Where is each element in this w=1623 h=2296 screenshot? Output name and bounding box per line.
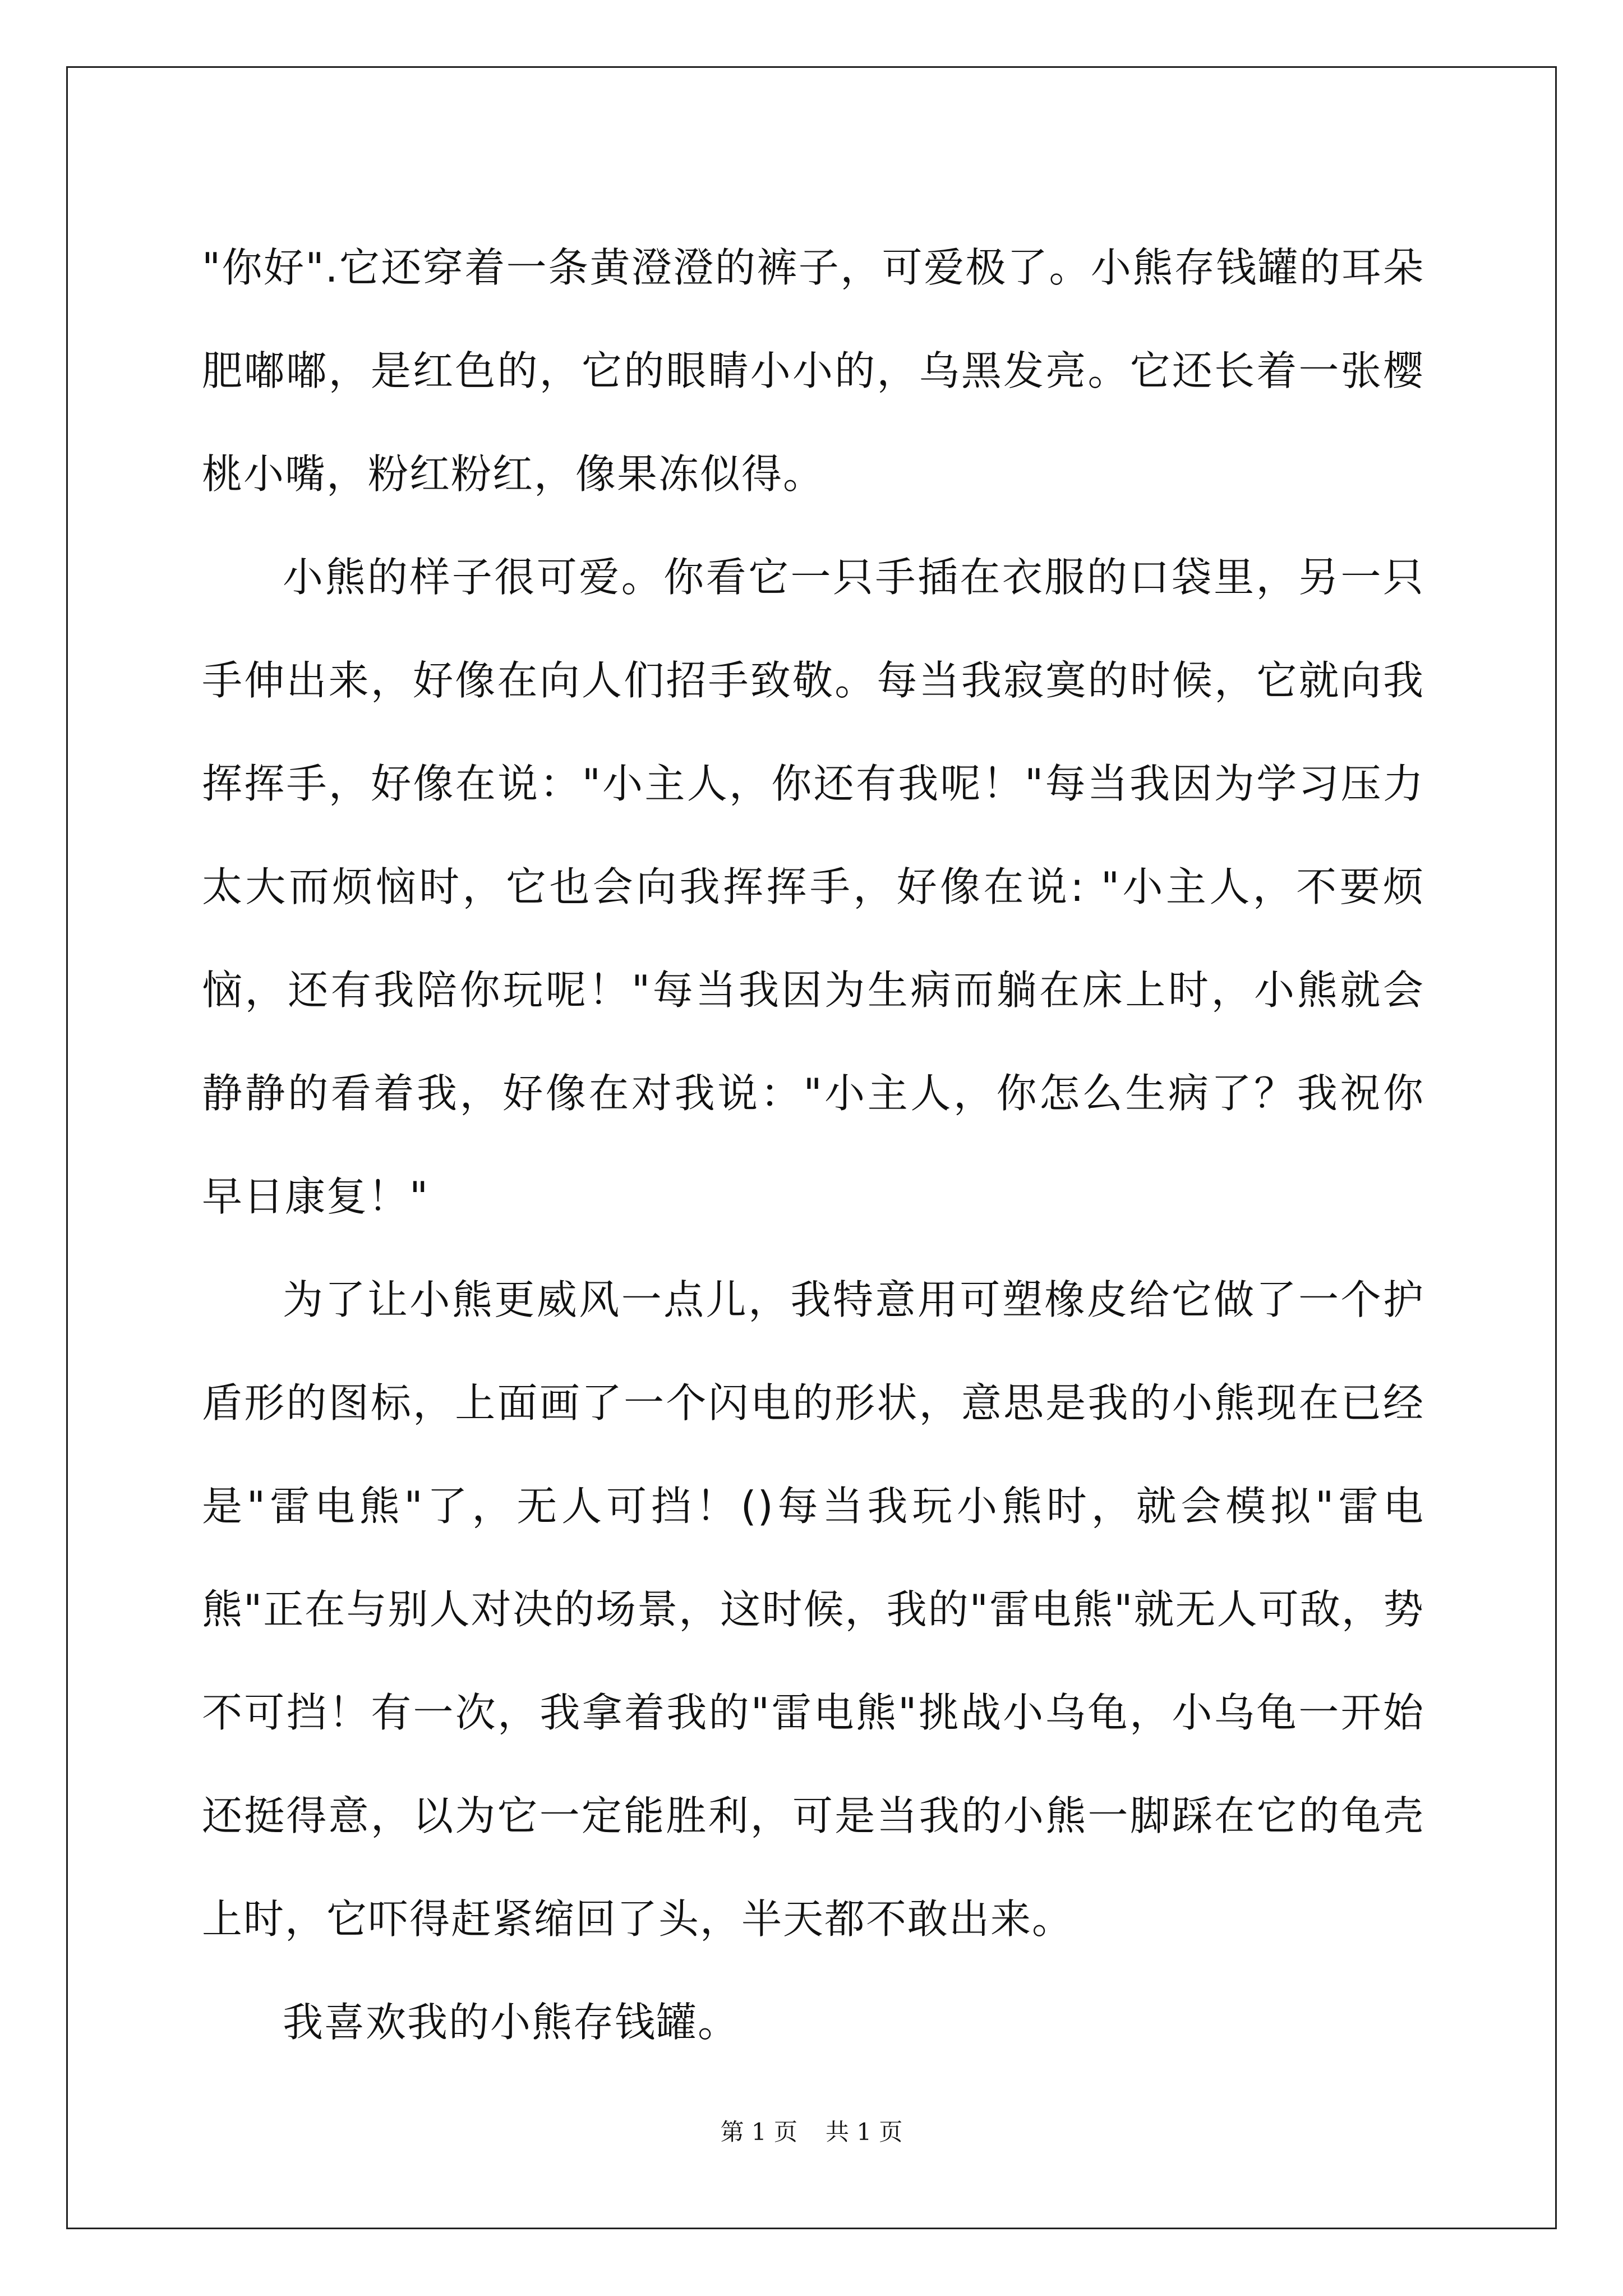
paragraph-2: 小熊的样子很可爱。你看它一只手插在衣服的口袋里，另一只手伸出来，好像在向人们招手致敬。每当我寂寞的时候，它就向我挥挥手，好像在说："小主人，你还有我呢！"每当我因为学习压力太大而烦恼时，它也会向我挥挥手，好像在说: "小主人，不要烦恼，还有我陪你玩呢！"每当我因为生病而躺在床上时，小熊就会静静的看着我，好像在对我说："小主人，你怎么生病了？我祝你早日康复！": [202, 554, 1424, 1220]
page-number: 第 1 页: [720, 2118, 797, 2146]
paragraph-4: 我喜欢我的小熊存钱罐。: [283, 1999, 740, 2046]
page-total: 共 1 页: [826, 2118, 903, 2146]
page-footer: [0, 2114, 1623, 2147]
paragraph-1: "你好".它还穿着一条黄澄澄的裤子，可爱极了。小熊存钱罐的耳朵肥嘟嘟，是红色的，它的眼睛小小的，乌黑发亮。它还长着一张樱桃小嘴，粉红粉红，像果冻似得。: [202, 244, 1424, 498]
paragraph-3: 为了让小熊更威风一点儿，我特意用可塑橡皮给它做了一个护盾形的图标，上面画了一个闪电的形状，意思是我的小熊现在已经是"雷电熊"了，无人可挡！()每当我玩小熊时，就会模拟"雷电熊"正在与别人对决的场景，这时候，我的"雷电熊"就无人可敌，势不可挡！有一次，我拿着我的"雷电熊"挑战小乌龟，小乌龟一开始还挺得意，以为它一定能胜利，可是当我的小熊一脚踩在它的龟壳上时，它吓得赶紧缩回了头，半天都不敢出来。: [202, 1276, 1424, 1943]
document-body: [202, 216, 1424, 2074]
